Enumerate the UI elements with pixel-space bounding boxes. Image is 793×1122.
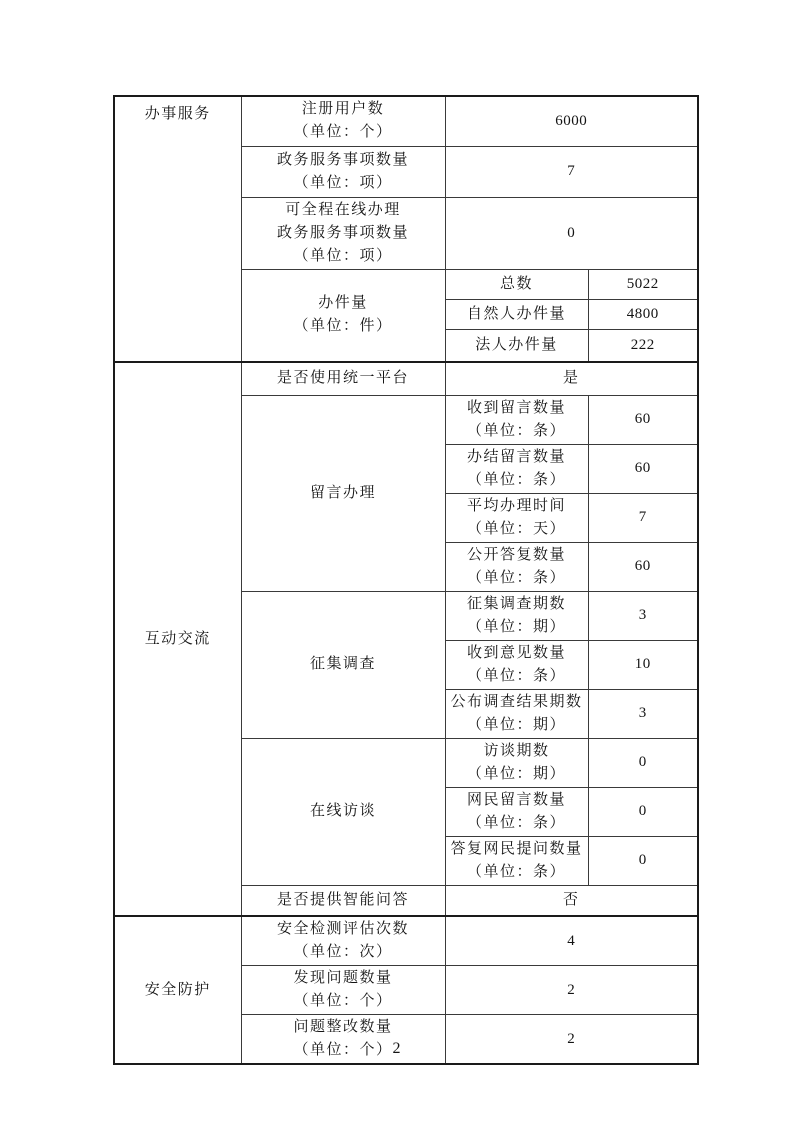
category-office-services	[114, 96, 241, 362]
metric-unit: （单位：条）	[466, 667, 566, 684]
group-label-cell: 在线访谈	[241, 738, 445, 885]
metric-label: 政务服务事项数量	[276, 151, 409, 168]
category-label: 办事服务	[144, 106, 211, 122]
metric-unit: （单位：条）	[466, 863, 566, 880]
sub-metric-label-cell	[445, 542, 588, 591]
group-label-cell: 留言办理	[241, 395, 445, 591]
metric-unit: （单位：个）	[293, 124, 393, 141]
metric-value-cell: 4	[445, 916, 698, 966]
sub-metric-label-cell	[445, 395, 588, 444]
metric-value-cell: 2	[445, 966, 698, 1015]
metric-label-cell: 是否提供智能问答	[241, 885, 445, 916]
metric-label: 答复网民提问数量	[450, 840, 583, 857]
sub-metric-label-cell: 自然人办件量	[445, 299, 588, 329]
metric-unit: （单位：项）	[293, 247, 393, 264]
metric-unit: （单位：期）	[466, 716, 566, 733]
sub-metric-value-cell: 222	[588, 329, 698, 362]
sub-metric-label-cell	[445, 689, 588, 738]
metric-value-cell: 6000	[445, 96, 698, 146]
metric-label: 注册用户数	[301, 101, 385, 118]
sub-metric-value-cell: 5022	[588, 269, 698, 299]
metric-label: 发现问题数量	[293, 970, 393, 986]
metric-unit: （单位：项）	[293, 174, 393, 191]
metric-unit: （单位：天）	[466, 520, 566, 537]
metric-value-cell: 7	[445, 146, 698, 197]
sub-metric-label-cell	[445, 444, 588, 493]
metric-label: 办结留言数量	[466, 448, 566, 465]
metric-label: 收到留言数量	[466, 399, 566, 416]
metric-unit: （单位：条）	[466, 471, 566, 488]
sub-metric-label-cell	[445, 738, 588, 787]
report-table	[113, 95, 699, 1065]
metric-label: 安全检测评估次数	[276, 921, 409, 937]
category-interaction	[114, 362, 241, 916]
group-unit: （单位：件）	[293, 318, 393, 335]
metric-label: 收到意见数量	[466, 644, 566, 661]
group-label-cell: 征集调查	[241, 591, 445, 738]
metric-unit: （单位：期）	[466, 618, 566, 635]
metric-label-cell	[241, 966, 445, 1015]
metric-value-cell: 2	[445, 1015, 698, 1065]
sub-metric-label-cell	[445, 836, 588, 885]
group-label-cell	[241, 269, 445, 362]
metric-label-line1: 可全程在线办理	[285, 201, 401, 218]
metric-label-cell	[241, 916, 445, 966]
category-label: 安全防护	[144, 981, 211, 998]
metric-unit: （单位：条）	[466, 422, 566, 439]
metric-unit: （单位：条）	[466, 569, 566, 586]
metric-label-cell	[241, 146, 445, 197]
metric-unit: （单位：条）	[466, 814, 566, 831]
category-label: 互动交流	[144, 630, 211, 647]
sub-metric-value-cell: 7	[588, 493, 698, 542]
sub-metric-value-cell: 10	[588, 640, 698, 689]
metric-unit: （单位：期）	[466, 765, 566, 782]
sub-metric-value-cell: 3	[588, 689, 698, 738]
sub-metric-value-cell: 60	[588, 542, 698, 591]
metric-label: 征集调查期数	[466, 595, 566, 612]
metric-label: 公布调查结果期数	[450, 693, 583, 710]
sub-metric-label-cell	[445, 787, 588, 836]
sub-metric-value-cell: 4800	[588, 299, 698, 329]
metric-unit: （单位：次）	[293, 944, 393, 960]
metric-unit: （单位：个）	[293, 993, 393, 1009]
metric-label: 问题整改数量	[293, 1019, 393, 1035]
metric-label: 公开答复数量	[466, 546, 566, 563]
sub-metric-value-cell: 60	[588, 444, 698, 493]
sub-metric-label-cell	[445, 640, 588, 689]
sub-metric-label-cell	[445, 493, 588, 542]
metric-value-cell: 否	[445, 885, 698, 916]
metric-label-cell	[241, 197, 445, 269]
metric-unit: （单位：个）	[293, 1042, 393, 1058]
sub-metric-label-cell: 法人办件量	[445, 329, 588, 362]
metric-label-line2: 政务服务事项数量	[276, 224, 409, 241]
sub-metric-value-cell: 0	[588, 836, 698, 885]
metric-label-cell: 是否使用统一平台	[241, 362, 445, 395]
sub-metric-label-cell	[445, 591, 588, 640]
metric-label-cell	[241, 96, 445, 146]
metric-label: 网民留言数量	[466, 791, 566, 808]
metric-label: 访谈期数	[483, 742, 550, 759]
page-number: 2	[392, 1040, 401, 1057]
metric-value-cell: 是	[445, 362, 698, 395]
metric-value-cell: 0	[445, 197, 698, 269]
sub-metric-value-cell: 0	[588, 738, 698, 787]
sub-metric-value-cell: 60	[588, 395, 698, 444]
sub-metric-value-cell: 0	[588, 787, 698, 836]
sub-metric-label-cell: 总数	[445, 269, 588, 299]
sub-metric-value-cell: 3	[588, 591, 698, 640]
group-label: 办件量	[318, 295, 368, 312]
metric-label: 平均办理时间	[466, 497, 566, 514]
